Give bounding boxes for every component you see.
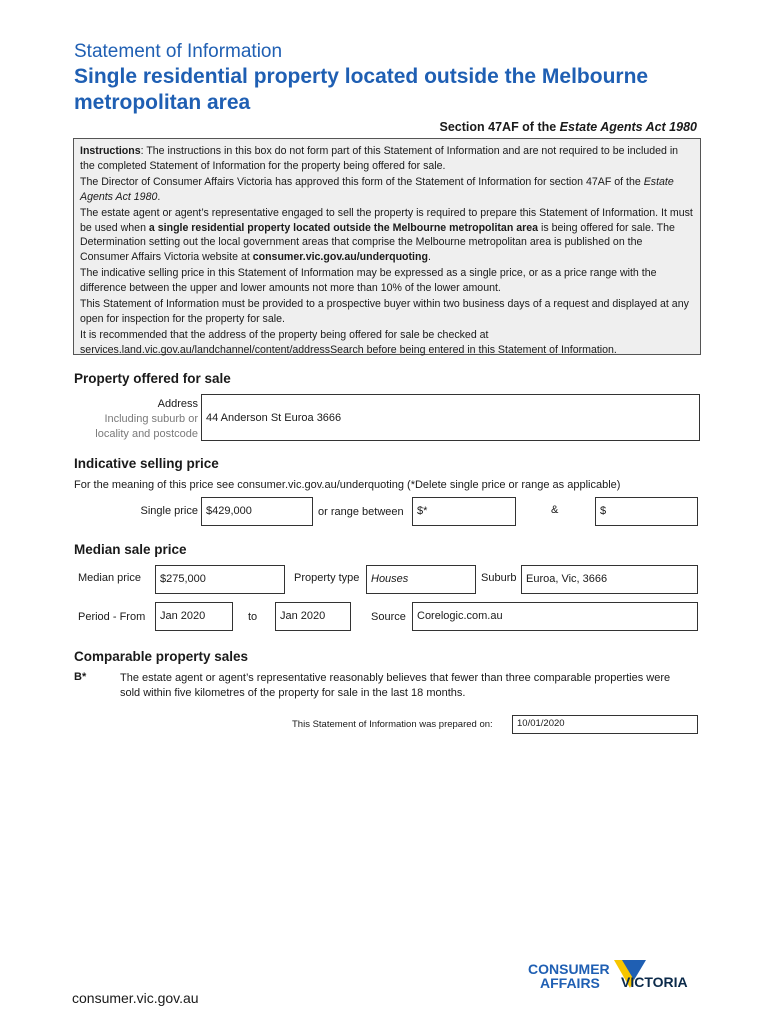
instructions-paragraph-3 xyxy=(80,206,693,266)
instructions-label: Instructions xyxy=(80,145,141,157)
instructions-p3-bold: a single residential property located outside the Melbourne metropolitan area xyxy=(148,221,539,234)
instructions-paragraph-5: This Statement of Information must be provided to a prospective buyer within two business days of a request and displayed at any open for inspection for the property for sale. xyxy=(80,298,689,325)
section-prefix: Section 47AF of the xyxy=(439,120,560,134)
instructions-p1-text: : The instructions in this box do not form part of this Statement of Information and are not required to be included in the completed Statement of Information for the property being offered for sale. xyxy=(80,145,679,172)
indicative-price-heading: Indicative selling price xyxy=(74,456,219,471)
period-to-label: to xyxy=(248,611,258,623)
address-label-group xyxy=(80,397,198,442)
median-price-label: Median price xyxy=(78,572,141,584)
suburb-field[interactable]: Euroa, Vic, 3666 xyxy=(521,565,698,594)
property-heading: Property offered for sale xyxy=(74,371,231,386)
instructions-p3-mid: is being offered for sale. The Determination setting out the local government areas that comprise the Melbourne metropolitan area is published on the Consumer Affairs Victoria website at xyxy=(80,221,675,264)
logo-text-affairs: AFFAIRS xyxy=(540,975,600,991)
instructions-paragraph-1 xyxy=(80,144,693,174)
property-type-label: Property type xyxy=(294,572,360,584)
address-field[interactable]: 44 Anderson St Euroa 3666 xyxy=(201,394,700,441)
comparable-option-text: The estate agent or agent’s representative reasonably believes that fewer than three comparable properties were sold within five kilometres of the property for sale in the last 18 months. xyxy=(120,672,671,699)
property-type-field[interactable]: Houses xyxy=(366,565,476,594)
consumer-affairs-victoria-logo xyxy=(526,958,706,1008)
instructions-p2-act: Estate Agents Act 1980 xyxy=(80,175,674,203)
range-ampersand: & xyxy=(551,504,559,516)
instructions-box xyxy=(73,138,701,355)
logo-text-victoria: VICTORIA xyxy=(621,974,688,990)
section-act: Estate Agents Act 1980 xyxy=(559,120,697,134)
underquoting-link[interactable]: consumer.vic.gov.au/underquoting xyxy=(252,251,428,264)
address-hint-line-1: Including suburb or xyxy=(104,413,198,425)
prepared-on-date-field[interactable]: 10/01/2020 xyxy=(512,715,698,734)
source-field[interactable]: Corelogic.com.au xyxy=(412,602,698,631)
period-to-field[interactable]: Jan 2020 xyxy=(275,602,351,631)
instructions-paragraph-6: It is recommended that the address of the property being offered for sale be checked at services.land.vic.gov.au/landchannel/content/addressSearch before being entered in this Statement of Information. xyxy=(80,328,617,356)
median-price-field[interactable]: $275,000 xyxy=(155,565,285,594)
comparable-option-code: B* xyxy=(74,671,87,683)
address-hint-line-2: locality and postcode xyxy=(95,428,198,440)
single-price-field[interactable]: $429,000 xyxy=(201,497,313,526)
instructions-paragraph-4: The indicative selling price in this Statement of Information may be expressed as a single price, or as a price range with the difference between the upper and lower amounts not more than 10% of the lower amount. xyxy=(80,267,657,295)
instructions-p2-end: . xyxy=(157,190,161,203)
period-from-label: Period - From xyxy=(78,611,146,623)
footer-url[interactable]: consumer.vic.gov.au xyxy=(72,990,199,1006)
indicative-price-description: For the meaning of this price see consumer.vic.gov.au/underquoting (*Delete single price or range as applicable) xyxy=(74,479,621,491)
median-price-heading: Median sale price xyxy=(74,542,187,557)
page-title: Single residential property located outside the Melbourne metropolitan area xyxy=(74,65,649,114)
range-label: or range between xyxy=(318,506,404,518)
comparable-sales-heading: Comparable property sales xyxy=(74,649,249,664)
range-high-field[interactable]: $ xyxy=(595,497,698,526)
instructions-p2-start: The Director of Consumer Affairs Victoria has approved this form of the Statement of Information for section 47AF of the xyxy=(80,175,644,188)
document-type: Statement of Information xyxy=(74,41,283,62)
period-from-field[interactable]: Jan 2020 xyxy=(155,602,233,631)
suburb-label: Suburb xyxy=(481,572,517,584)
range-low-field[interactable]: $* xyxy=(412,497,516,526)
section-reference xyxy=(440,120,697,134)
instructions-p3-start: The estate agent or agent’s representative engaged to sell the property is required to prepare this Statement of Information. It must be used when xyxy=(80,206,693,234)
single-price-label: Single price xyxy=(140,505,198,517)
instructions-p3-end: . xyxy=(427,251,431,264)
source-label: Source xyxy=(371,611,406,623)
prepared-on-label: This Statement of Information was prepared on: xyxy=(292,719,493,730)
instructions-paragraph-2 xyxy=(80,175,693,205)
address-label: Address xyxy=(157,398,198,410)
logo-text-consumer: CONSUMER xyxy=(528,961,610,977)
